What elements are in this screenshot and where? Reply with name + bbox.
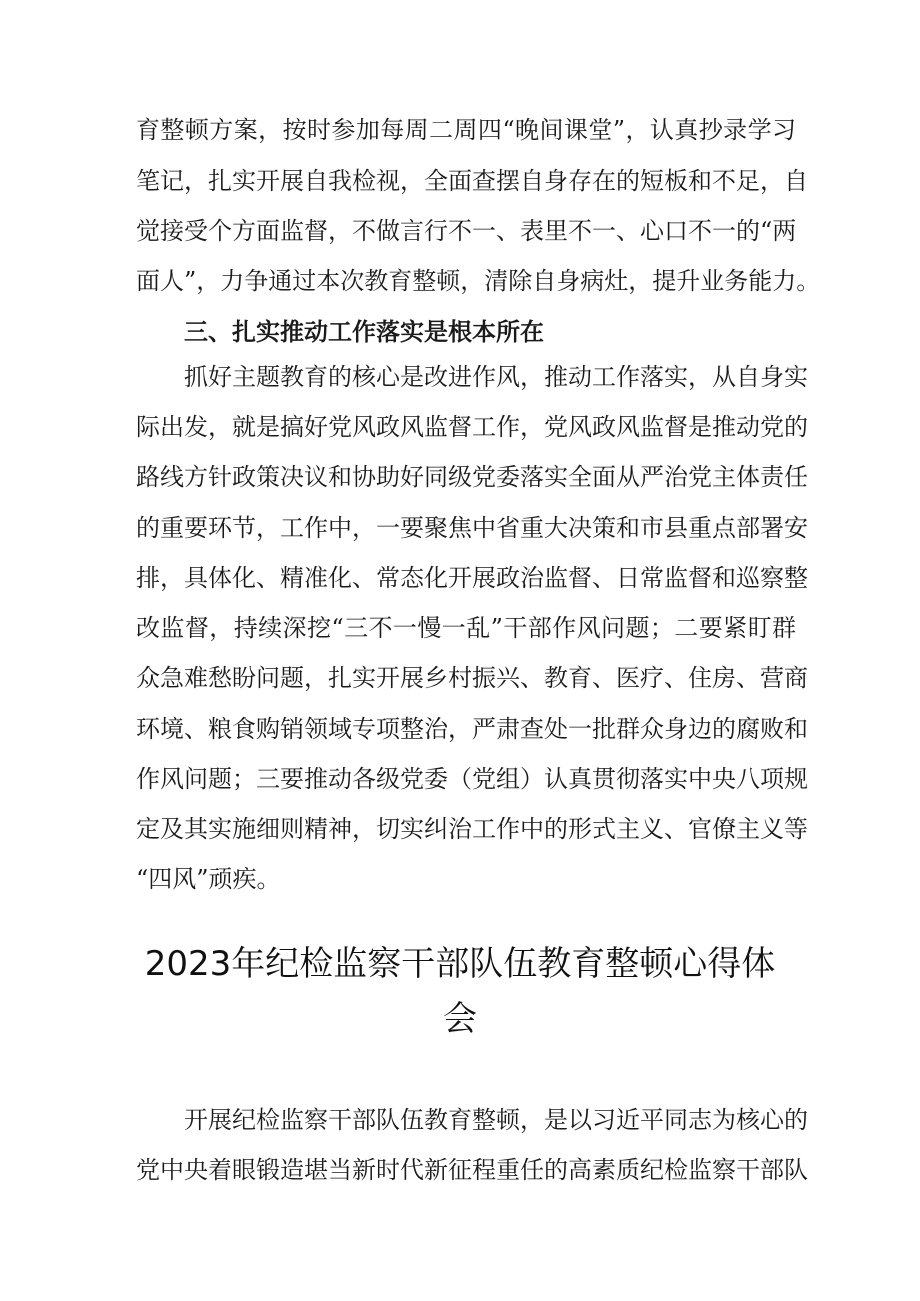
paragraph-line: 开展纪检监察干部队伍教育整顿，是以习近平同志为核心的 [184, 1106, 808, 1134]
section-heading: 三、扎实推动工作落实是根本所在 [184, 318, 544, 346]
paragraph-line: 际出发，就是搞好党风政风监督工作，党风政风监督是推动党的 [136, 413, 808, 441]
article-title-line-2: 会 [443, 999, 477, 1039]
paragraph-line: 的重要环节，工作中，一要聚焦中省重大决策和市县重点部署安 [136, 514, 808, 542]
paragraph-line: “四风”顽疾。 [136, 865, 281, 893]
paragraph-line: 作风问题；三要推动各级党委（党组）认真贯彻落实中央八项规 [136, 765, 808, 793]
paragraph-line: 党中央着眼锻造堪当新时代新征程重任的高素质纪检监察干部队 [136, 1156, 808, 1184]
paragraph-line: 抓好主题教育的核心是改进作风，推动工作落实，从自身实 [184, 363, 808, 391]
paragraph-line: 觉接受个方面监督，不做言行不一、表里不一、心口不一的“两 [136, 217, 797, 245]
paragraph-line: 众急难愁盼问题，扎实开展乡村振兴、教育、医疗、住房、营商 [136, 664, 808, 692]
paragraph-line: 路线方针政策决议和协助好同级党委落实全面从严治党主体责任 [136, 463, 808, 491]
paragraph-line: 面人”，力争通过本次教育整顿，清除自身病灶，提升业务能力。 [136, 267, 821, 295]
article-title-line-1: 2023年纪检监察干部队伍教育整顿心得体 [144, 944, 776, 984]
paragraph-line: 育整顿方案，按时参加每周二周四“晚间课堂”，认真抄录学习 [136, 116, 796, 144]
paragraph-line: 环境、粮食购销领域专项整治，严肃查处一批群众身边的腐败和 [136, 715, 808, 743]
paragraph-line: 笔记，扎实开展自我检视，全面查摆自身存在的短板和不足，自 [136, 167, 808, 195]
paragraph-line: 改监督，持续深挖“三不一慢一乱”干部作风问题；二要紧盯群 [136, 614, 796, 642]
paragraph-line: 排，具体化、精准化、常态化开展政治监督、日常监督和巡察整 [136, 564, 808, 592]
paragraph-line: 定及其实施细则精神，切实纠治工作中的形式主义、官僚主义等 [136, 815, 808, 843]
